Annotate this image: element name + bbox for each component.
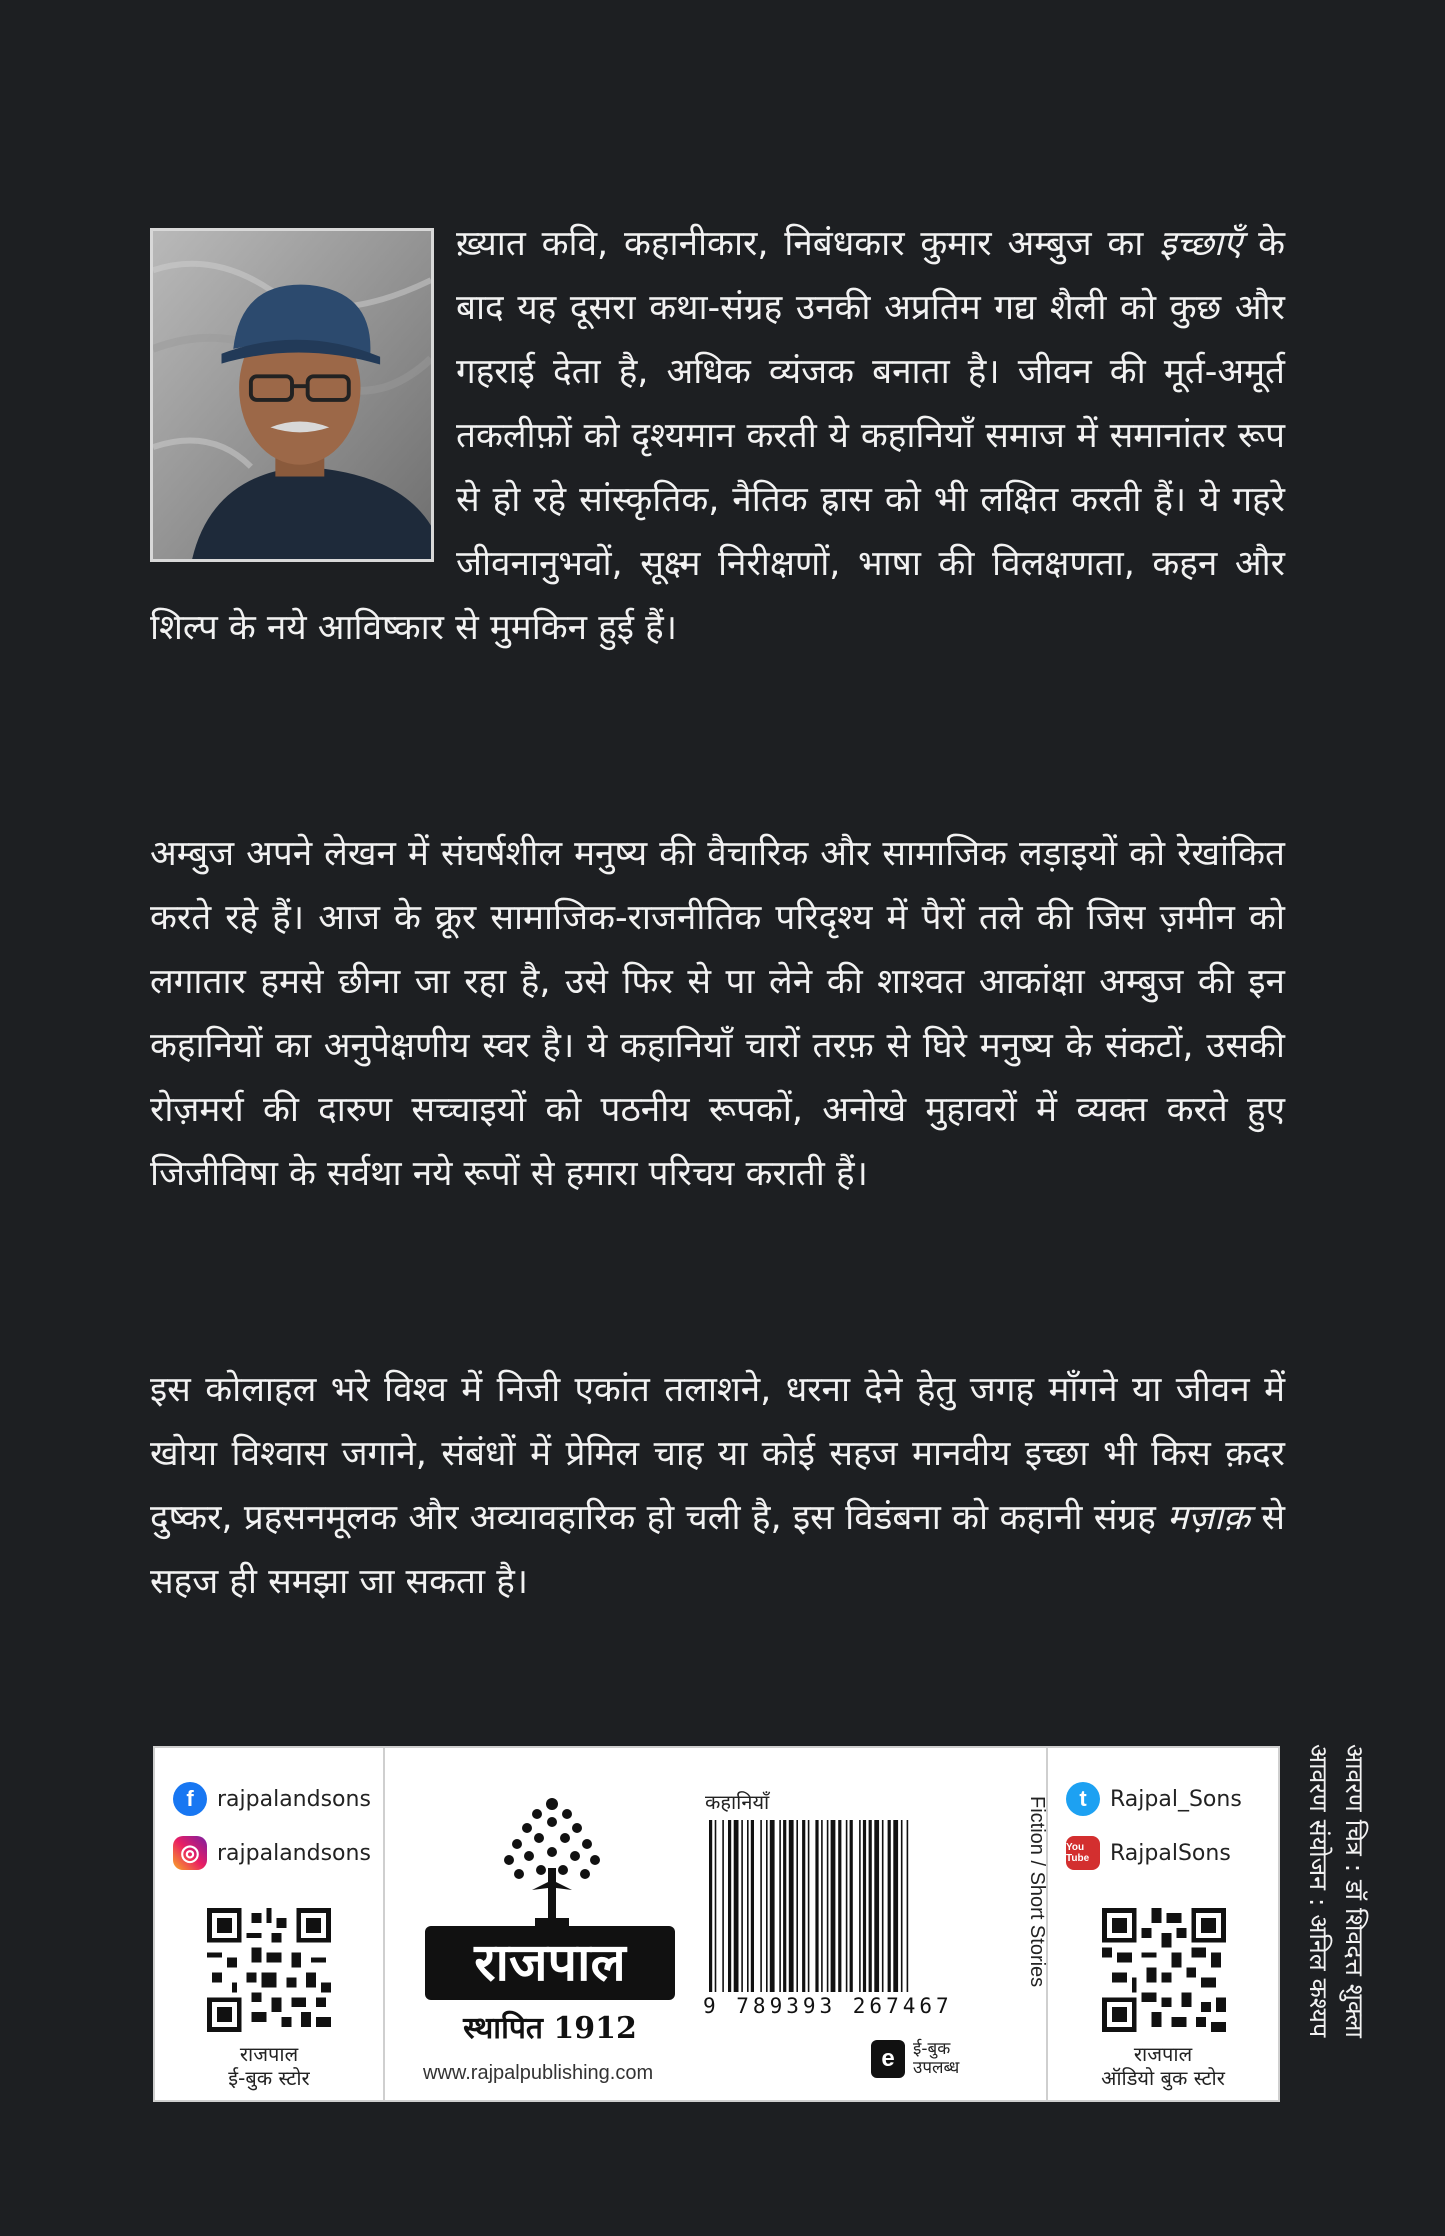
established-year: स्थापित 1912 (463, 2011, 637, 2046)
youtube-icon: You Tube (1066, 1836, 1100, 1870)
twitter-icon: t (1066, 1782, 1100, 1816)
audiobook-caption-line1: राजपाल (1133, 2042, 1193, 2066)
instagram-link[interactable] (173, 1836, 371, 1870)
book-title-ichhayen: इच्छाएँ (1159, 224, 1243, 264)
ebook-store-caption (155, 2042, 383, 2090)
audiobook-store-qr-code[interactable] (1102, 1908, 1226, 2032)
blurb-paragraph-2: अम्बुज अपने लेखन में संघर्षशील मनुष्य की वैचारिक और सामाजिक लड़ाइयों को रेखांकित करते रहे हैं। आज के क्रूर सामाजिक-राजनीतिक परिदृश्य में पैरों तले की जिस ज़मीन को लगातार हमसे छीना जा रहा है, उसे फिर से पा लेने की शाश्वत आकांक्षा अम्बुज की इन कहानियों का अनुपेक्षणीय स्वर है। ये कहानियाँ चारों तरफ़ से घिरे मनुष्य के संकटों, उसकी रोज़मर्रा की दारुण सच्चाइयों को पठनीय रूपकों, अनोखे मुहावरों में व्यक्त करते हुए जिजीविषा के सर्वथा नये रूपों से हमारा परिचय कराती हैं। (150, 834, 1285, 1194)
twitter-handle: Rajpal_Sons (1110, 1786, 1242, 1812)
ebook-line2: उपलब्ध (913, 2058, 960, 2078)
cover-art-credit: आवरण चित्र : डॉ शिवदत्त शुक्ला (1340, 1744, 1369, 2038)
genre-hindi: कहानियाँ (705, 1790, 770, 1814)
isbn-barcode (703, 1820, 993, 1992)
blurb-paragraph-1 (150, 212, 1285, 660)
facebook-link[interactable] (173, 1782, 371, 1816)
cover-design-credit: आवरण संयोजन : अनिल कश्यप (1304, 1744, 1333, 2038)
ebook-icon: e (871, 2040, 905, 2078)
youtube-handle: RajpalSons (1110, 1840, 1231, 1866)
ebook-available-badge (871, 2040, 959, 2078)
ebook-store-caption-line1: राजपाल (239, 2042, 299, 2066)
publisher-panel (153, 1746, 1280, 2102)
blurb-paragraph-3 (150, 1358, 1285, 1614)
blurb-text-1b: के बाद यह दूसरा कथा-संग्रह उनकी अप्रतिम गद्य शैली को कुछ और गहराई देता है, अधिक व्यंजक बनाता है। जीवन की मूर्त-अमूर्त तकलीफ़ों को दृश्यमान करती ये कहानियाँ समाज में समानांतर रूप से हो रहे सांस्कृतिक, नैतिक ह्रास को भी लक्षित करती हैं। ये गहरे जीवनानुभवों, सूक्ष्म निरीक्षणों, भाषा की विलक्षणता, कहन और शिल्प के नये आविष्कार से मुमकिन हुई हैं। (150, 224, 1285, 648)
cover-credits (1300, 1744, 1372, 2104)
instagram-icon: ◎ (173, 1836, 207, 1870)
audiobook-store-caption (1048, 2042, 1278, 2090)
blurb-text-3b: से सहज ही समझा जा सकता है। (150, 1498, 1285, 1602)
blurb-text-1a: ख़्यात कवि, कहानीकार, निबंधकार कुमार अम्बुज का (456, 224, 1160, 264)
ebook-store-caption-line2: ई-बुक स्टोर (228, 2066, 310, 2090)
facebook-icon: f (173, 1782, 207, 1816)
isbn-number: 9 789393 267467 (703, 1994, 953, 2018)
author-photo (150, 228, 434, 562)
rajpal-tree-logo-icon (497, 1790, 607, 1940)
instagram-handle: rajpalandsons (217, 1840, 371, 1866)
blurb-text-3a: इस कोलाहल भरे विश्व में निजी एकांत तलाशने, धरना देने हेतु जगह माँगने या जीवन में खोया विश्वास जगाने, संबंधों में प्रेमिल चाह या कोई सहज मानवीय इच्छा भी किस क़दर दुष्कर, प्रहसनमूलक और अव्यावहारिक हो चली है, इस विडंबना को कहानी संग्रह (150, 1370, 1285, 1538)
ebook-store-qr-code[interactable] (207, 1908, 331, 2032)
facebook-handle: rajpalandsons (217, 1786, 371, 1812)
youtube-link[interactable] (1066, 1836, 1231, 1870)
ebook-line1: ई-बुक (913, 2039, 951, 2059)
right-social-column (1046, 1748, 1278, 2100)
audiobook-caption-line2: ऑडियो बुक स्टोर (1101, 2066, 1225, 2090)
book-title-mazaak: मज़ाक़ (1167, 1498, 1250, 1538)
publisher-website-link[interactable]: www.rajpalpublishing.com (423, 2062, 654, 2084)
publisher-brand: राजपाल (425, 1926, 675, 2000)
genre-english: Fiction / Short Stories (1026, 1796, 1048, 1988)
left-social-column (155, 1748, 385, 2100)
twitter-link[interactable] (1066, 1782, 1242, 1816)
